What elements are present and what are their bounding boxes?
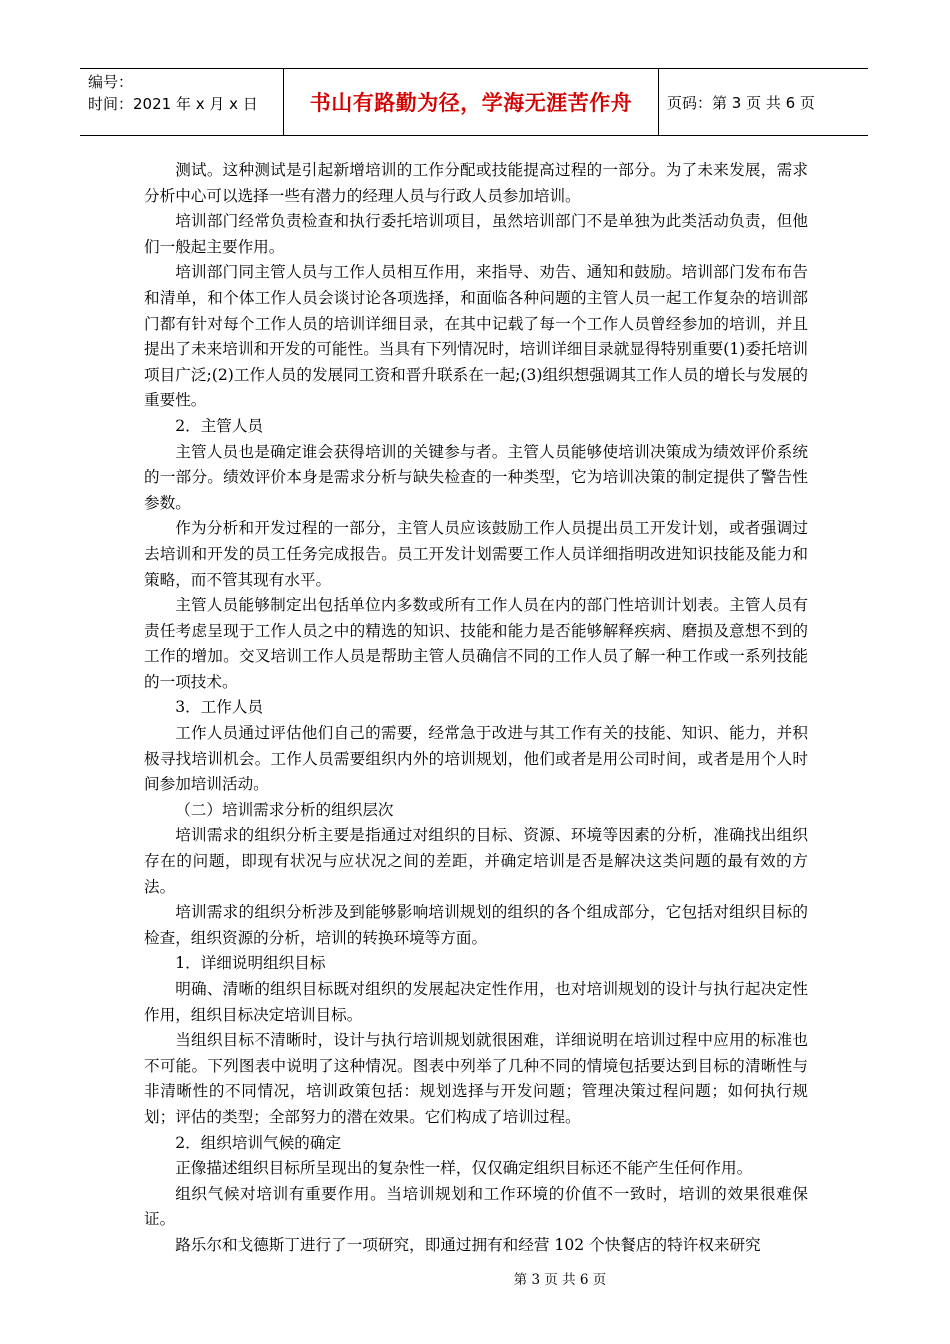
paragraph: 路乐尔和戈德斯丁进行了一项研究，即通过拥有和经营 102 个快餐店的特许权来研究 <box>175 1235 761 1254</box>
document-number-label: 编号： <box>88 73 134 91</box>
header-motto: 书山有路勤为径，学海无涯苦作舟 <box>284 69 659 135</box>
header-meta <box>80 69 284 135</box>
paragraph: 培训需求的组织分析涉及到能够影响培训规划的组织的各个组成部分，它包括对组织目标的检查，组织资源的分析，培训的转换环境等方面。 <box>144 903 808 947</box>
header-page-number: 页码：第 3 页 共 6 页 <box>667 93 815 112</box>
paragraph: 培训需求的组织分析主要是指通过对组织的目标、资源、环境等因素的分析，准确找出组织存在的问题，即现有状况与应状况之间的差距，并确定培训是否是解决这类问题的最有效的方法。 <box>144 826 808 896</box>
paragraph: 明确、清晰的组织目标既对组织的发展起决定性作用，也对培训规划的设计与执行起决定性作用，组织目标决定培训目标。 <box>144 980 808 1024</box>
section-heading: 2．组织培训气候的确定 <box>175 1133 342 1152</box>
paragraph: 当组织目标不清晰时，设计与执行培训规划就很困难，详细说明在培训过程中应用的标准也不可能。下列图表中说明了这种情况。图表中列举了几种不同的情境包括要达到目标的清晰性与非清晰性的不同情况，培训政策包括：规划选择与开发问题；管理决策过程问题；如何执行规划；评估的类型；全部努力的潜在效果。它们构成了培训过程。 <box>144 1031 808 1126</box>
paragraph: 组织气候对培训有重要作用。当培训规划和工作环境的价值不一致时，培训的效果很难保证。 <box>144 1184 808 1229</box>
section-heading: （二）培训需求分析的组织层次 <box>175 800 394 819</box>
header-table <box>80 68 868 136</box>
document-body <box>144 158 808 1259</box>
section-heading: 2．主管人员 <box>175 416 264 435</box>
document-date-label: 时间：2021 年 x 月 x 日 <box>88 95 258 113</box>
page-footer: 第 3 页 共 6 页 <box>513 1272 607 1288</box>
paragraph: 主管人员能够制定出包括单位内多数或所有工作人员在内的部门性培训计划表。主管人员有责任考虑呈现于工作人员之中的精选的知识、技能和能力是否能够解释疾病、磨损及意想不到的工作的增加。交叉培训工作人员是帮助主管人员确信不同的工作人员了解一种工作或一系列技能的一项技术。 <box>144 596 808 691</box>
section-heading: 1．详细说明组织目标 <box>175 954 326 973</box>
paragraph: 培训部门同主管人员与工作人员相互作用，来指导、劝告、通知和鼓励。培训部门发布布告和清单，和个体工作人员会谈讨论各项选择，和面临各种问题的主管人员一起工作复杂的培训部门都有针对每个工作人员的培训详细目录，在其中记载了每一个工作人员曾经参加的培训，并且提出了未来培训和开发的可能性。当具有下列情况时，培训详细目录就显得特别重要(1)委托培训项目广泛;(2)工作人员的发展同工资和晋升联系在一起;(3)组织想强调其工作人员的增长与发展的重要性。 <box>144 263 808 410</box>
paragraph: 主管人员也是确定谁会获得培训的关键参与者。主管人员能够使培训决策成为绩效评价系统的一部分。绩效评价本身是需求分析与缺失检查的一种类型，它为培训决策的制定提供了警告性参数。 <box>144 442 808 512</box>
paragraph: 作为分析和开发过程的一部分，主管人员应该鼓励工作人员提出员工开发计划，或者强调过去培训和开发的员工任务完成报告。员工开发计划需要工作人员详细指明改进知识技能及能力和策略，而不管其现有水平。 <box>144 519 808 589</box>
paragraph: 培训部门经常负责检查和执行委托培训项目，虽然培训部门不是单独为此类活动负责，但他们一般起主要作用。 <box>144 212 808 256</box>
paragraph: 工作人员通过评估他们自己的需要，经常急于改进与其工作有关的技能、知识、能力，并积极寻找培训机会。工作人员需要组织内外的培训规划，他们或者是用公司时间，或者是用个人时间参加培训活动。 <box>144 724 808 794</box>
paragraph: 测试。这种测试是引起新增培训的工作分配或技能提高过程的一部分。为了未来发展，需求分析中心可以选择一些有潜力的经理人员与行政人员参加培训。 <box>144 161 808 205</box>
paragraph: 正像描述组织目标所呈现出的复杂性一样，仅仅确定组织目标还不能产生任何作用。 <box>175 1159 753 1178</box>
section-heading: 3．工作人员 <box>175 698 264 717</box>
